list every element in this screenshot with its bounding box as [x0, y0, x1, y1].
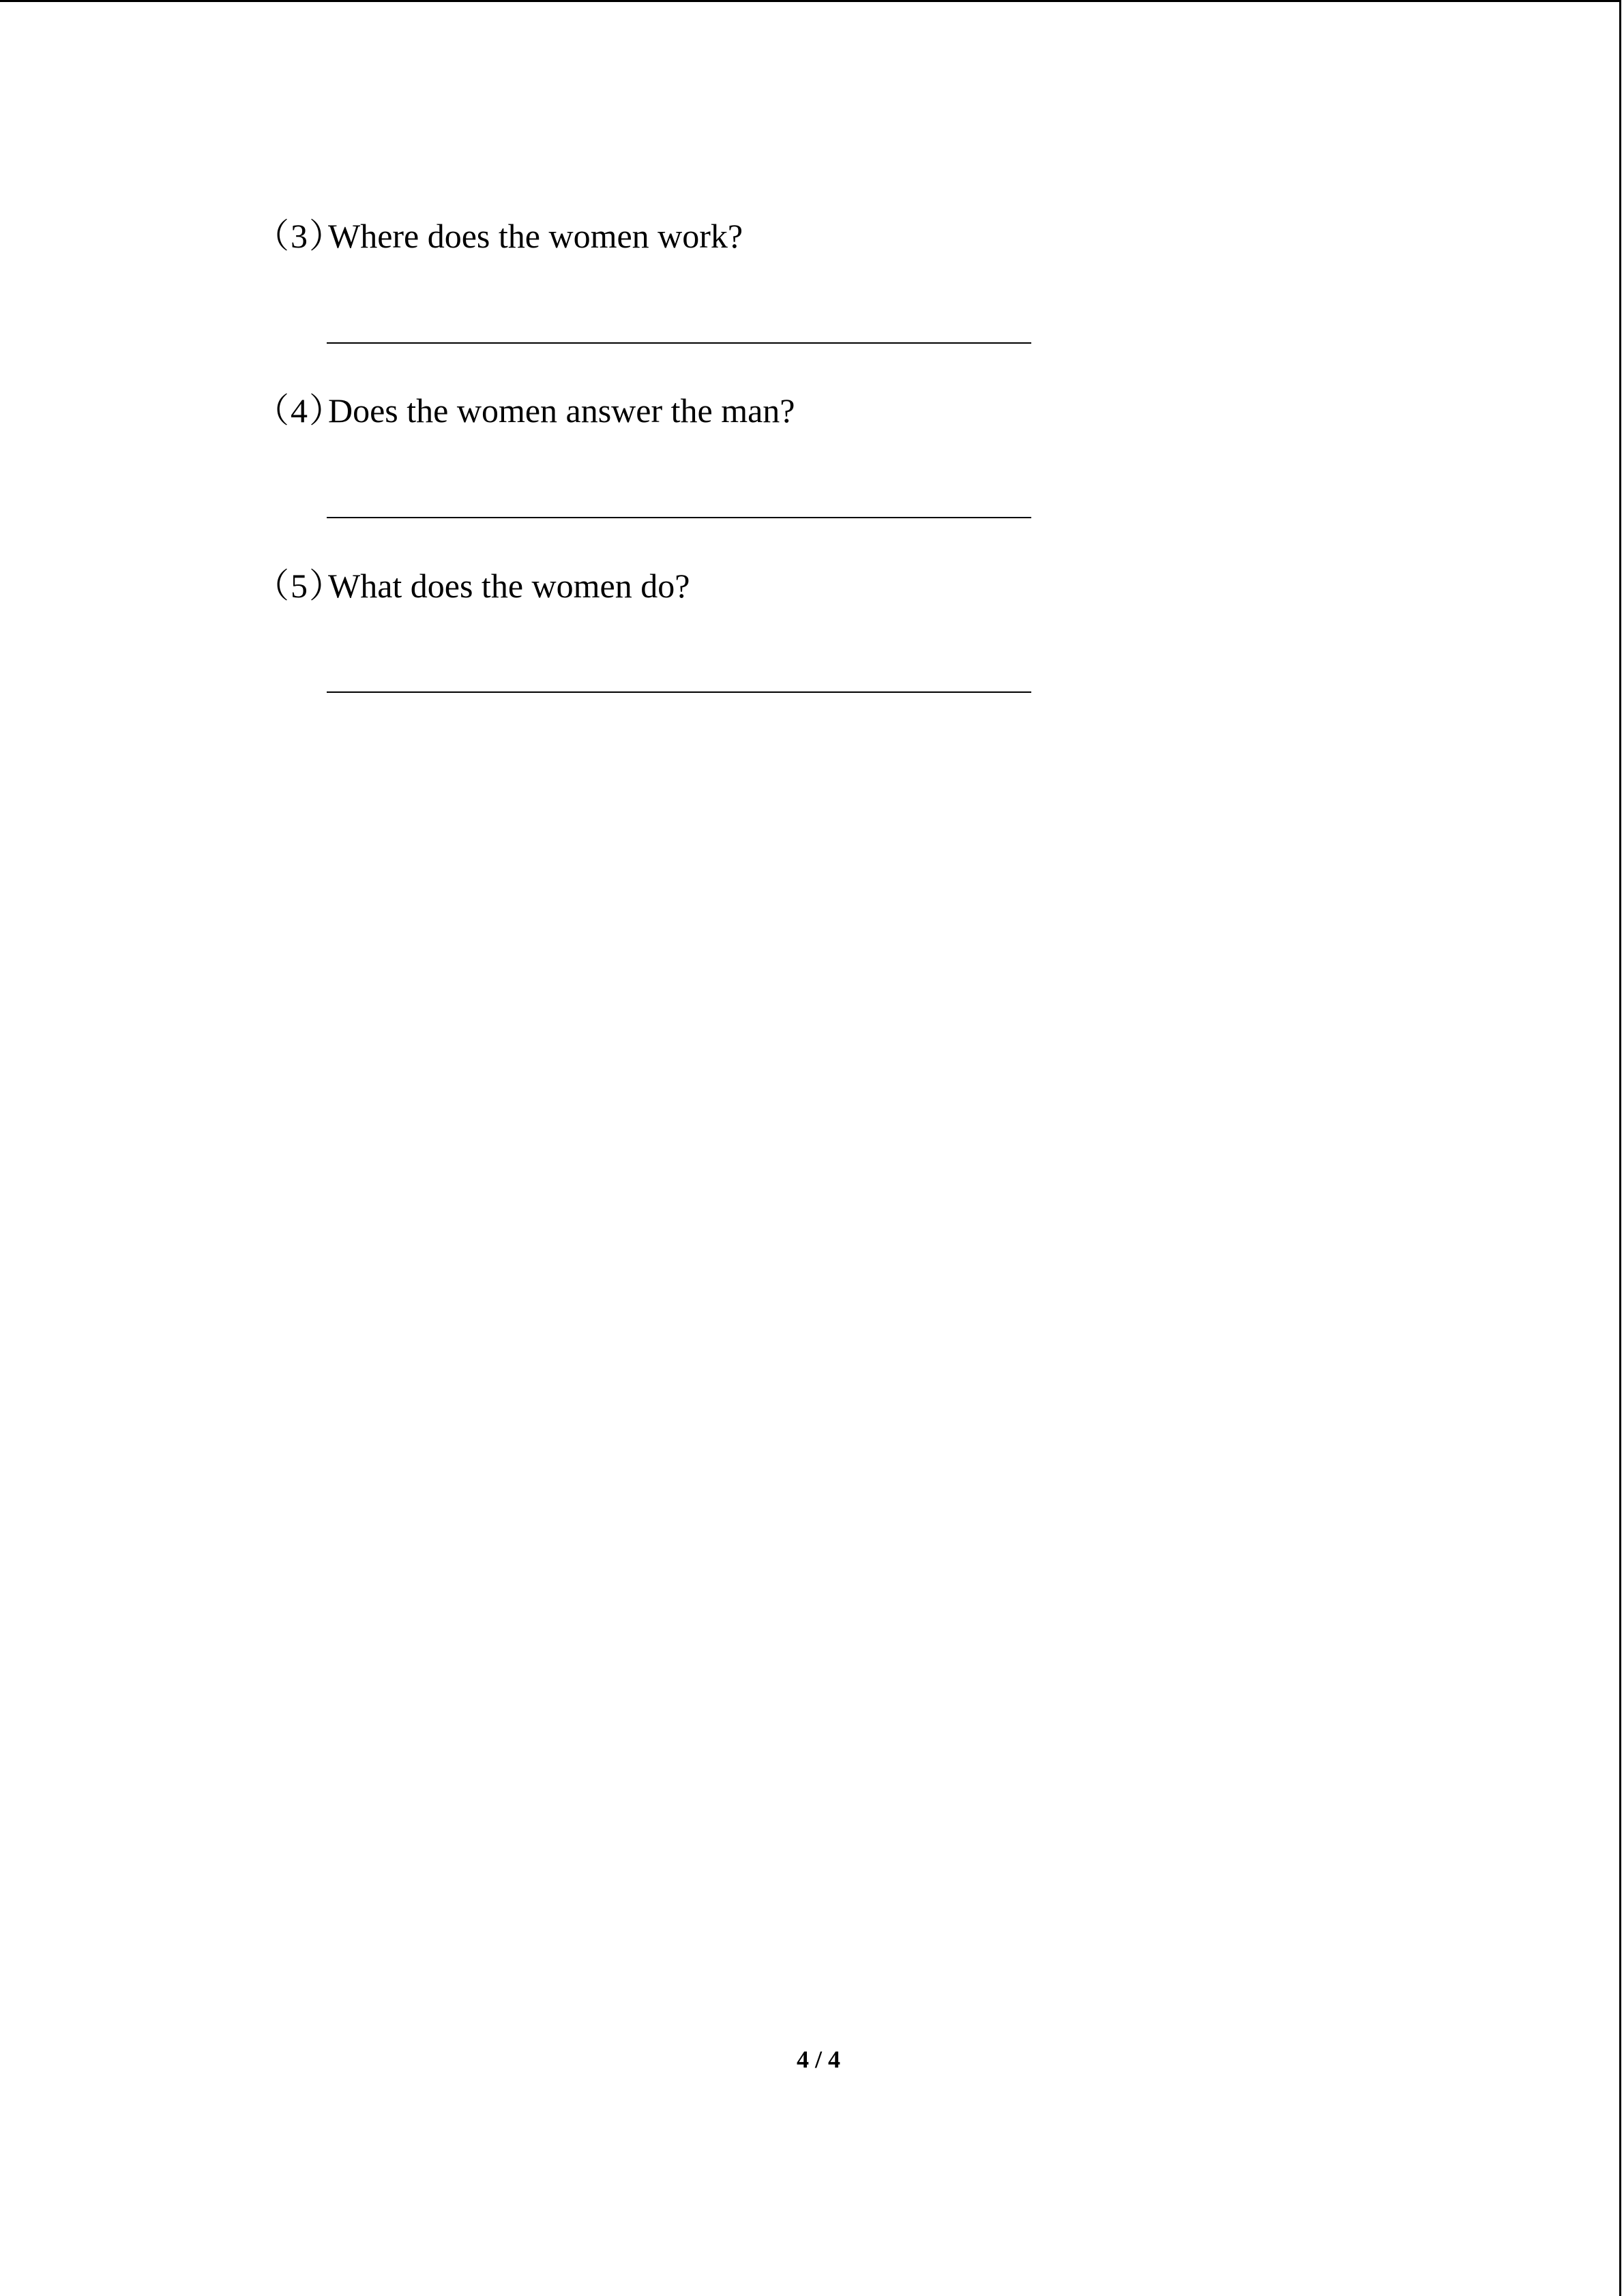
- answer-line-4: [327, 517, 1031, 518]
- question-4: [255, 390, 795, 431]
- answer-line-5: [327, 691, 1031, 693]
- question-text: Where does the women work?: [328, 217, 743, 255]
- question-text: What does the women do?: [328, 567, 690, 605]
- answer-line-3: [327, 342, 1031, 344]
- question-5: [255, 565, 690, 606]
- question-number: （4）: [255, 391, 344, 430]
- question-number: （5）: [255, 567, 344, 605]
- question-3: [255, 215, 743, 256]
- page-number: 4 / 4: [796, 2046, 840, 2073]
- question-text: Does the women answer the man?: [328, 391, 795, 430]
- question-number: （3）: [255, 217, 344, 255]
